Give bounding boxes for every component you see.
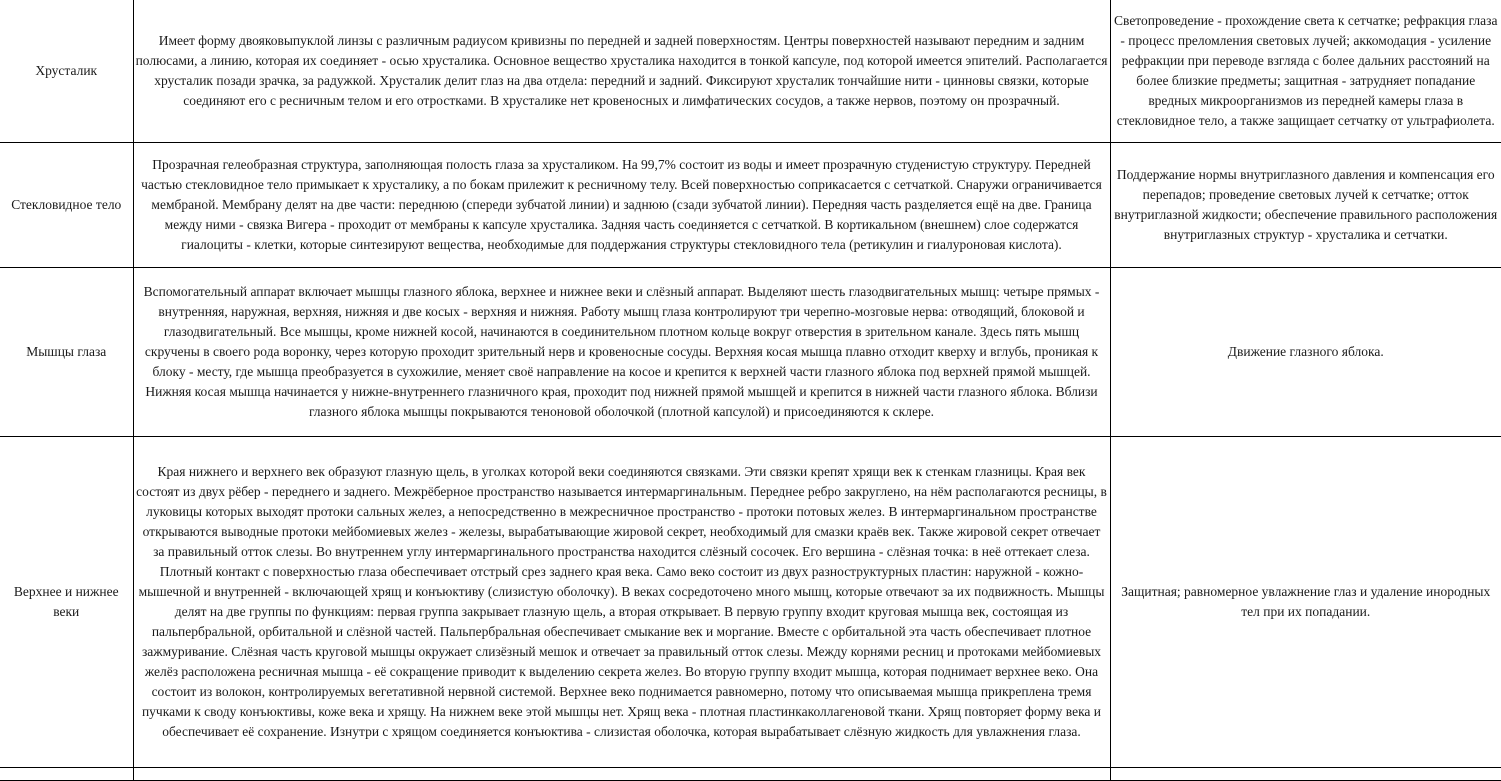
structure-description-cell: Имеет форму двояковыпуклой линзы с различным радиусом кривизны по передней и задней поверхностям. Центры поверхностей называют передним и задним полюсами, а линию, которая их соединяет - осью хрусталика. Основное вещество хрусталика находится в тонкой капсуле, под которой имеется эпителий. Располагается хрусталик позади зрачка, за радужкой. Хрусталик делит глаз на два отдела: передний и задний. Фиксируют хрусталик тончайшие нити - цинновы связки, которые соединяют его с ресничным телом и его отростками. В хрусталике нет кровеносных и лимфатических сосудов, а также нервов, поэтому он прозрачный. <box>133 0 1110 143</box>
structure-function-cell: Защитная; равномерное увлажнение глаз и удаление инородных тел при их попадании. <box>1110 437 1501 768</box>
structure-description-cell: Прозрачная гелеобразная структура, заполняющая полость глаза за хрусталиком. На 99,7% состоит из воды и имеет прозрачную студенистую структуру. Передней частью стекловидное тело примыкает к хрусталику, а по бокам прилежит к ресничному телу. Всей поверхностью соприкасается с сетчаткой. Снаружи ограничивается мембраной. Мембрану делят на две части: переднюю (спереди зубчатой линии) и заднюю (сзади зубчатой линии). Передняя часть разделяется ещё на две. Граница между ними - связка Вигера - проходит от мембраны к капсуле хрусталика. Задняя часть соединяется с сетчаткой. В кортикальном (внешнем) слое содержатся гиалоциты - клетки, которые синтезируют вещества, необходимые для поддержания структуры стекловидного тела (ретикулин и гиалуроновая кислота). <box>133 143 1110 268</box>
structure-name-cell: Верхнее и нижнее веки <box>0 437 133 768</box>
structure-name-cell: Мышцы глаза <box>0 268 133 437</box>
structure-description-cell: Края нижнего и верхнего век образуют глазную щель, в уголках которой веки соединяются связками. Эти связки крепят хрящи век к стенкам глазницы. Края век состоят из двух рёбер - переднего и заднего. Межрёберное пространство называется интермаргинальным. Переднее ребро закруглено, на нём располагаются ресницы, в луковицы которых выходят протоки сальных желез, а непосредственно в межресничное пространство - протоки потовых желез. В интермаргинальном пространстве открываются выводные протоки мейбомиевых желез - железы, вырабатывающие жировой секрет, необходимый для смазки краёв век. Также жировой секрет отвечает за правильный отток слезы. Во внутреннем углу интермаргинального пространства находится слёзный сосочек. Его вершина - слёзная точка: в неё оттекает слеза. Плотный контакт с поверхностью глаза обеспечивает отстрый срез заднего края века. Само веко состоит из двух разноструктурных пластин: наружной - кожно-мышечной и внутренней - включающей хрящ и конъюктиву (слизистую оболочку). В веках сосредоточено много мышц, которые отвечают за их подвижность. Мышцы делят на две группы по функциям: первая группа закрывает глазную щель, а вторая открывает. В первую группу входит круговая мышца век, состоящая из пальпербральной, орбитальной и слёзной частей. Пальпербральная обеспечивает смыкание век и моргание. Вместе с орбитальной эта часть обеспечивает плотное зажмуривание. Слёзная часть круговой мышцы окружает слизёзный мешок и отвечает за правильный отток слезы. Между корнями ресниц и протоками мейбомиевых желёз расположена ресничная мышца - её сокращение приводит к выделению секрета желез. Во вторую группу входит мышца, которая поднимает верхнее веко. Она состоит из волокон, контролируемых вегетативной нервной системой. Верхнее веко поднимается равномерно, потому что описываемая мышца прикреплена тремя пучками к своду конъюктивы, коже века и хрящу. На нижнем веке этой мышцы нет. Хрящ века - плотная пластинкаколлагеновой ткани. Хрящ повторяет форму века и обеспечивает её сохранение. Изнутри с хрящом соединяется конъюктива - слизистая оболочка, которая вырабатывает слёзную жидкость для увлажнения глаза. <box>133 437 1110 768</box>
structure-function-cell: Светопроведение - прохождение света к сетчатке; рефракция глаза - процесс преломления световых лучей; аккомодация - усиление рефракции при переводе взгляда с более дальних расстояний на более близкие предметы; защитная - затрудняет попадание вредных микроорганизмов из передней камеры глаза в стекловидное тело, а также защищает сетчатку от ультрафиолета. <box>1110 0 1501 143</box>
empty-cell <box>1110 768 1501 781</box>
empty-cell <box>133 768 1110 781</box>
structure-function-cell: Поддержание нормы внутриглазного давления и компенсация его перепадов; проведение световых лучей к сетчатке; отток внутриглазной жидкости; обеспечение правильного расположения внутриглазных структур - хрусталика и сетчатки. <box>1110 143 1501 268</box>
empty-cell <box>0 768 133 781</box>
structure-description-cell: Вспомогательный аппарат включает мышцы глазного яблока, верхнее и нижнее веки и слёзный аппарат. Выделяют шесть глазодвигательных мышц: четыре прямых - внутренняя, наружная, верхняя, нижняя и две косых - верхняя и нижняя. Работу мышц глаза контролируют три черепно-мозговые нерва: отводящий, блоковой и глазодвигательный. Все мышцы, кроме нижней косой, начинаются в соединительном плотном кольце вокруг отверстия в зрительном канале. Здесь пять мышц скручены в своего рода воронку, через которую проходит зрительный нерв и кровеносные сосуды. Верхняя косая мышца плавно отходит кверху и вглубь, проникая к блоку - месту, где мышца преобразуется в сухожилие, меняет своё направление на косое и крепится к верхней части глазного яблока под верхней прямой мышцей. Нижняя косая мышца начинается у нижне-внутреннего глазничного края, проходит под нижней прямой мышцей и крепится в нижней части глазного яблока. Вблизи глазного яблока мышцы покрываются теноновой оболочкой (плотной капсулой) и присоединяются к склере. <box>133 268 1110 437</box>
structure-function-cell: Движение глазного яблока. <box>1110 268 1501 437</box>
table-row <box>0 143 1501 268</box>
structure-name-cell: Стекловидное тело <box>0 143 133 268</box>
structure-name-cell: Хрусталик <box>0 0 133 143</box>
table-row-partial <box>0 768 1501 781</box>
table-row <box>0 268 1501 437</box>
table-row <box>0 0 1501 143</box>
table-row <box>0 437 1501 768</box>
